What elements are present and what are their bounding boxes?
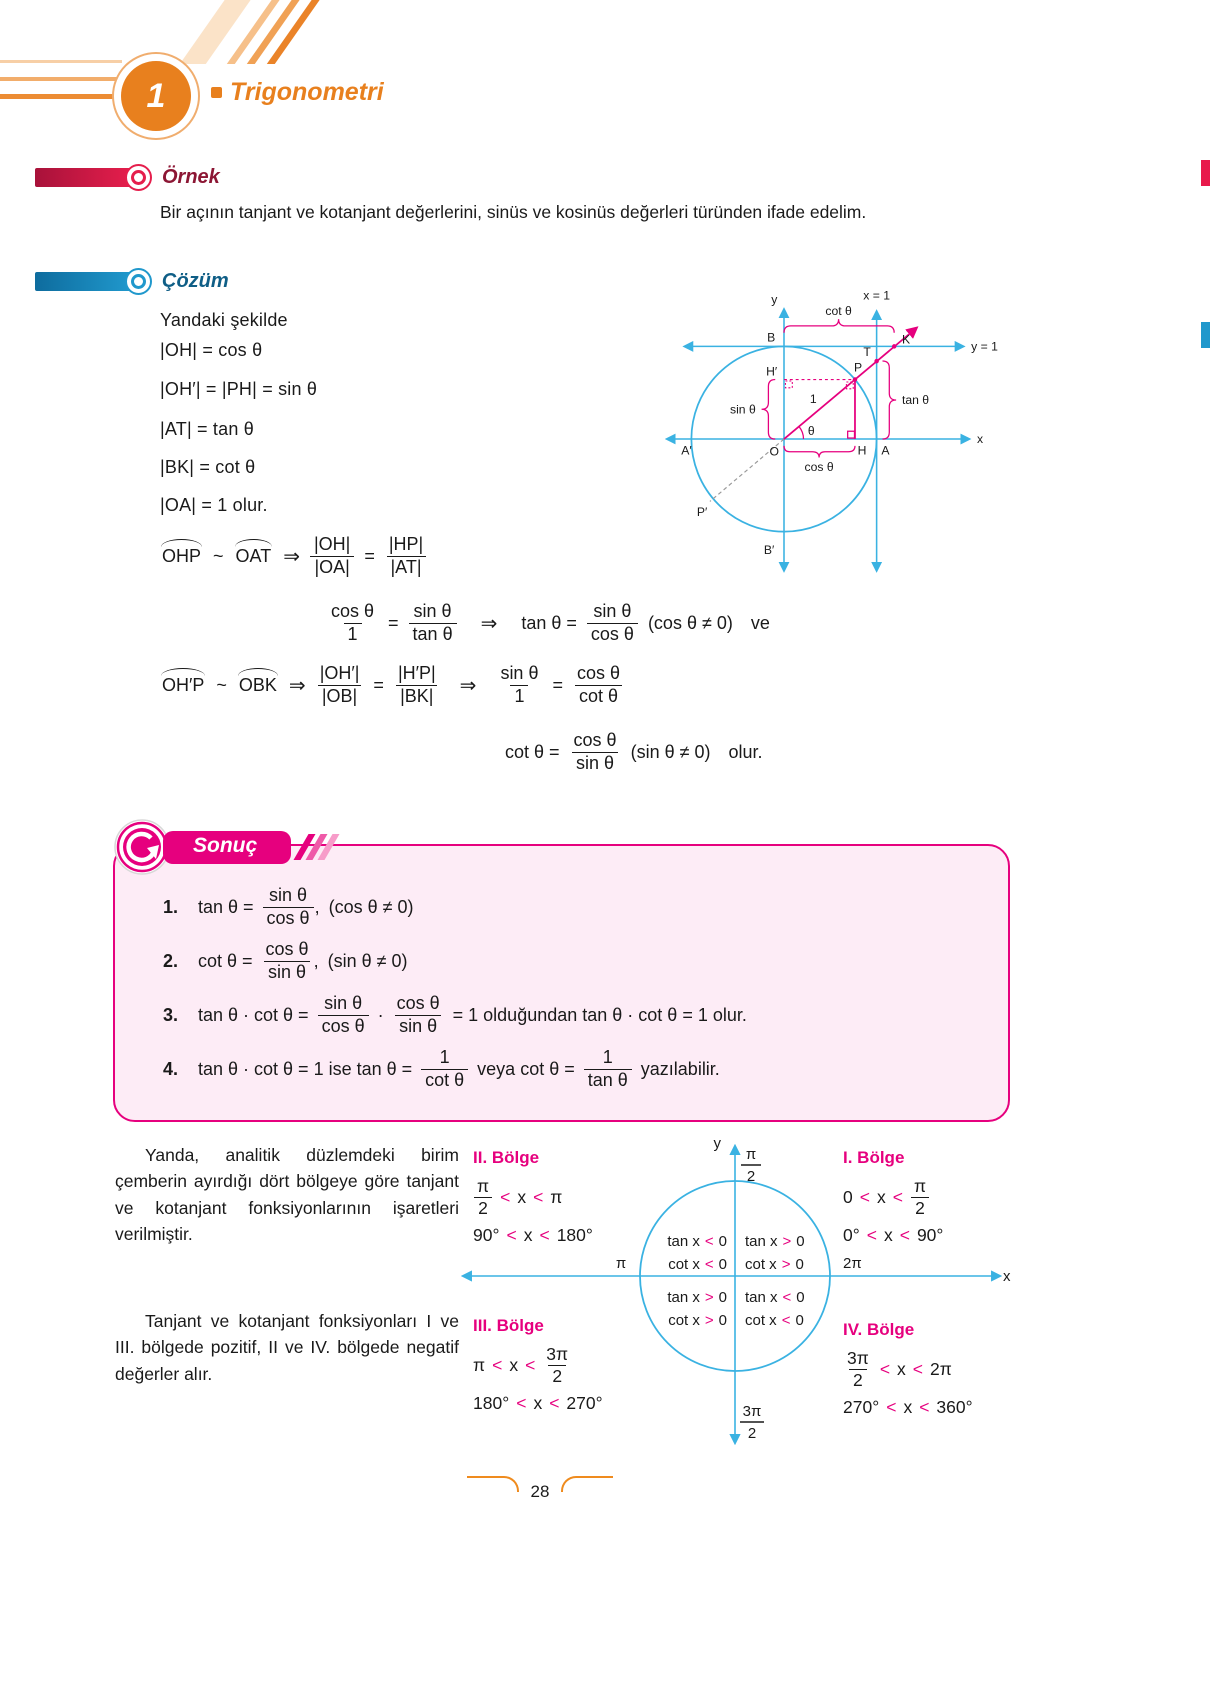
fraction: $\frac{|H'P|}{|BK|}$	[397, 663, 436, 706]
quadrant-range-radians	[843, 1348, 973, 1391]
math-token: 2π	[930, 1359, 952, 1379]
axis-label-x: x	[1003, 1268, 1011, 1285]
less-than: <	[492, 1355, 503, 1375]
fraction: $\frac{\text{sin θ}}{\text{cos θ}}$	[263, 885, 314, 929]
math-token: = 1 olduğundan tan θ · cot θ = 1 olur.	[452, 1004, 747, 1025]
math-token: x	[533, 1392, 543, 1413]
bullseye-icon	[125, 268, 152, 295]
math-token: x	[876, 1187, 886, 1207]
page-footer	[0, 1476, 1080, 1502]
math-token: tan θ =	[521, 612, 577, 633]
sign-bl-cot: cot x > 0	[668, 1312, 727, 1329]
math-token: OH′P	[162, 674, 205, 695]
point-label-T: T	[863, 345, 871, 360]
quadrant-range-radians	[473, 1176, 593, 1219]
fraction: $\frac{\text{cos θ}}{\text{sin θ}}$	[265, 938, 309, 982]
point-label-H-prime: H′	[766, 364, 778, 379]
quadrant-title: II. Bölge	[473, 1148, 540, 1167]
axis-label-3pi-over-2	[740, 1403, 764, 1442]
math-token: ·	[377, 1004, 384, 1025]
fraction: $\frac{\text{sin θ}}{\text{tan θ}}$	[409, 601, 457, 645]
less-than: <	[549, 1392, 560, 1413]
math-token: (sin θ ≠ 0)	[630, 741, 711, 762]
sin-label: sin θ	[730, 402, 756, 417]
math-line-cotangent	[505, 730, 763, 774]
math-token: tan θ =	[198, 896, 254, 917]
math-token: cot θ =	[198, 950, 253, 971]
item-number: 1.	[163, 896, 179, 917]
sign-bl-tan: tan x > 0	[667, 1289, 727, 1306]
fraction: $\frac{1}{\text{cot θ}}$	[421, 1047, 468, 1091]
sonuc-banner	[113, 818, 332, 876]
ornek-banner	[35, 164, 220, 190]
math-def-line: |AT| = tan θ	[160, 419, 254, 439]
item-number: 4.	[163, 1058, 179, 1079]
item-number: 2.	[163, 950, 179, 971]
quadrant-range-degrees	[843, 1223, 943, 1247]
unit-circle-diagram	[628, 278, 1018, 602]
math-def-line: |OH| = cos θ	[160, 340, 263, 360]
fraction: $\frac{\text{sin θ}}{\text{cos θ}}$	[587, 601, 638, 645]
math-token: 90°	[473, 1224, 500, 1245]
footer-curve-decoration	[467, 1476, 519, 1492]
math-token: veya cot θ =	[477, 1058, 575, 1079]
header-line-decoration	[0, 77, 122, 81]
bullseye-icon	[125, 164, 152, 191]
less-than: <	[879, 1359, 891, 1379]
svg-text:π: π	[745, 1146, 757, 1163]
math-line-tangent	[327, 601, 770, 645]
fraction: $\frac{\text{cos θ}}{\text{sin θ}}$	[573, 730, 617, 773]
header-line-decoration	[0, 94, 120, 99]
line-label-x1: x = 1	[863, 288, 890, 303]
axis-label-y: y	[713, 1135, 721, 1152]
radius-label-1: 1	[809, 391, 817, 406]
axis-label-y: y	[771, 292, 778, 307]
math-token: ~	[216, 674, 227, 695]
less-than: <	[506, 1224, 517, 1245]
ornek-bar	[35, 168, 131, 187]
fraction: $\frac{3\pi}{2}$	[546, 1344, 569, 1386]
less-than: <	[912, 1359, 924, 1379]
chapter-title: Trigonometri	[230, 78, 384, 106]
math-token: ⇒	[283, 545, 300, 568]
quadrant-4-label	[843, 1320, 973, 1419]
fraction: $\frac{\text{sin θ}}{\text{cos θ}}$	[318, 993, 369, 1037]
math-def-line: |BK| = cot θ	[160, 457, 256, 477]
math-token: cot θ =	[505, 741, 560, 762]
axis-label-2pi: 2π	[843, 1255, 862, 1272]
math-def-line: |OA| = 1 olur.	[160, 495, 268, 515]
point-label-A: A	[881, 443, 890, 458]
fraction: $\frac{1}{\text{tan θ}}$	[584, 1047, 632, 1091]
less-than: <	[859, 1187, 870, 1207]
less-than: <	[516, 1392, 527, 1413]
math-token: tan θ · cot θ =	[198, 1004, 309, 1025]
sign-tl-cot: cot x < 0	[668, 1256, 727, 1273]
point-label-P: P	[854, 360, 863, 375]
item-number: 3.	[163, 1004, 179, 1025]
math-intro: Yandaki şekilde	[160, 310, 288, 330]
fraction: $\frac{\pi}{2}$	[910, 1176, 930, 1219]
svg-text:2: 2	[747, 1425, 757, 1442]
sonuc-item-1	[163, 884, 978, 930]
footer-curve-decoration	[561, 1476, 613, 1492]
math-token: 360°	[936, 1396, 973, 1417]
sonuc-item-3	[163, 992, 978, 1038]
fraction: $\frac{\text{cos θ}}{\text{cot θ}}$	[576, 663, 621, 706]
quadrant-range-radians	[473, 1344, 603, 1387]
math-token: (cos θ ≠ 0)	[328, 896, 414, 917]
sign-tr-tan: tan x > 0	[745, 1233, 805, 1250]
axis-label-x: x	[977, 431, 984, 446]
fraction: $\frac{\text{cos θ}}{1}$	[331, 601, 375, 644]
math-token: 90°	[916, 1224, 944, 1245]
svg-text:3π: 3π	[742, 1403, 762, 1420]
less-than: <	[886, 1396, 897, 1417]
math-token: yazılabilir.	[640, 1058, 720, 1079]
less-than: <	[533, 1187, 544, 1207]
less-than: <	[892, 1187, 903, 1207]
quadrant-title: III. Bölge	[473, 1316, 544, 1335]
point-label-K: K	[901, 332, 911, 347]
point-label-O: O	[769, 444, 779, 459]
axis-label-pi-over-2	[741, 1146, 761, 1185]
quadrant-range-radians	[843, 1176, 943, 1219]
cozum-label: Çözüm	[162, 269, 229, 292]
math-token: ⇒	[459, 674, 477, 697]
math-token: 180°	[556, 1224, 593, 1245]
edge-marker-red	[1201, 160, 1210, 186]
cos-label: cos θ	[804, 460, 834, 475]
math-token: OAT	[235, 545, 272, 566]
quadrant-range-degrees	[473, 1223, 593, 1247]
svg-text:2: 2	[746, 1168, 756, 1185]
quadrant-range-degrees	[473, 1391, 603, 1415]
less-than: <	[539, 1224, 550, 1245]
point-label-P-prime: P′	[696, 505, 708, 520]
math-token: ⇒	[288, 674, 306, 697]
sonuc-stripes-decoration	[301, 834, 332, 860]
math-def-line: |OH′| = |PH| = sin θ	[160, 379, 318, 399]
math-token: =	[388, 612, 399, 633]
math-token: 180°	[473, 1392, 510, 1413]
math-token: x	[523, 1224, 533, 1245]
math-token: tan θ · cot θ = 1 ise tan θ =	[198, 1058, 413, 1079]
cot-label: cot θ	[825, 304, 852, 319]
math-token: x	[897, 1359, 906, 1379]
ornek-text: Bir açının tanjant ve kotanjant değerlerini, sinüs ve kosinüs değerleri türünden ifade edelim.	[160, 202, 867, 222]
sign-br-tan: tan x < 0	[745, 1289, 805, 1306]
cozum-bar	[35, 272, 131, 291]
less-than: <	[500, 1187, 511, 1207]
math-token: =	[552, 674, 563, 695]
less-than: <	[919, 1396, 930, 1417]
fraction: $\frac{|OH|}{|OA|}$	[310, 534, 354, 578]
sign-tl-tan: tan x < 0	[667, 1233, 727, 1250]
math-token: ,	[313, 950, 319, 971]
chapter-badge	[112, 52, 200, 140]
quadrant-2-label	[473, 1148, 593, 1247]
sonuc-item-4	[163, 1046, 978, 1092]
math-token: π	[473, 1355, 486, 1375]
less-than: <	[899, 1224, 910, 1245]
math-token: 270°	[566, 1392, 603, 1413]
math-token: x	[903, 1396, 913, 1417]
math-token: x	[509, 1355, 519, 1375]
sonuc-box	[113, 844, 1010, 1122]
quadrant-3-label	[473, 1316, 603, 1415]
math-token: x	[517, 1187, 527, 1207]
math-token: (sin θ ≠ 0)	[327, 950, 408, 971]
math-token: OBK	[238, 674, 277, 695]
header-stripe-decoration	[180, 0, 256, 64]
header-line-decoration	[0, 60, 122, 63]
chapter-number: 1	[121, 61, 191, 131]
quadrant-1-label	[843, 1148, 943, 1247]
math-token: π	[550, 1187, 563, 1207]
fraction: $\frac{3\pi}{2}$	[847, 1348, 869, 1390]
math-token: ⇒	[480, 612, 498, 635]
fraction: $\frac{|HP|}{|AT|}$	[385, 534, 427, 578]
fraction: $\frac{|OH'|}{|OB|}$	[319, 663, 360, 706]
edge-marker-blue	[1201, 322, 1210, 348]
tan-label: tan θ	[901, 392, 930, 407]
quadrant-section	[115, 1128, 1020, 1480]
line-label-y1: y = 1	[971, 339, 998, 354]
fraction: $\frac{\text{sin θ}}{1}$	[500, 663, 539, 706]
ornek-label: Örnek	[162, 165, 220, 188]
math-token: ~	[213, 545, 224, 566]
angle-label-theta: θ	[807, 424, 815, 439]
axis-label-pi: π	[615, 1255, 627, 1272]
math-token: 0°	[843, 1224, 860, 1245]
math-token: OHP	[162, 545, 202, 566]
paragraph: Tanjant ve kotanjant fonksiyonları I ve III. bölgede pozitif, II ve IV. bölgede negatif değerler alır.	[115, 1311, 459, 1384]
sonuc-section	[113, 818, 1010, 1122]
quadrant-title: IV. Bölge	[843, 1320, 915, 1339]
sign-tr-cot: cot x > 0	[745, 1256, 804, 1273]
sign-br-cot: cot x < 0	[745, 1312, 804, 1329]
page-number: 28	[530, 1482, 550, 1501]
point-label-H: H	[857, 443, 867, 458]
math-token: 270°	[843, 1396, 880, 1417]
point-label-B-prime: B′	[763, 543, 775, 558]
less-than: <	[525, 1355, 536, 1375]
quadrant-range-degrees	[843, 1395, 973, 1419]
quadrant-title: I. Bölge	[843, 1148, 905, 1167]
math-token: ,	[314, 896, 320, 917]
math-token: =	[373, 674, 384, 695]
math-token: =	[364, 545, 375, 566]
fraction: $\frac{\text{cos θ}}{\text{sin θ}}$	[396, 992, 440, 1036]
math-token: ve	[750, 612, 770, 633]
paragraph: Yanda, analitik düzlemdeki birim çemberin ayırdığı dört bölgeye göre tanjant ve kotanjant fonksiyonlarının işaretleri verilmiştir.	[115, 1145, 459, 1244]
point-label-B: B	[767, 330, 776, 345]
math-token: x	[883, 1224, 893, 1245]
math-token: 0	[843, 1187, 853, 1207]
cozum-body	[115, 288, 1095, 806]
math-line-similarity-2	[160, 663, 624, 707]
fraction: $\frac{\pi}{2}$	[473, 1176, 493, 1219]
less-than: <	[866, 1224, 877, 1245]
math-token: olur.	[728, 741, 763, 762]
sonuc-item-2	[163, 938, 978, 984]
cozum-banner	[35, 268, 229, 294]
chapter-title-bullet	[211, 87, 222, 98]
point-label-A-prime: A′	[681, 443, 692, 458]
sonuc-label: Sonuç	[163, 831, 291, 864]
math-line-similarity-1	[160, 534, 427, 578]
math-token: (cos θ ≠ 0)	[647, 612, 733, 633]
